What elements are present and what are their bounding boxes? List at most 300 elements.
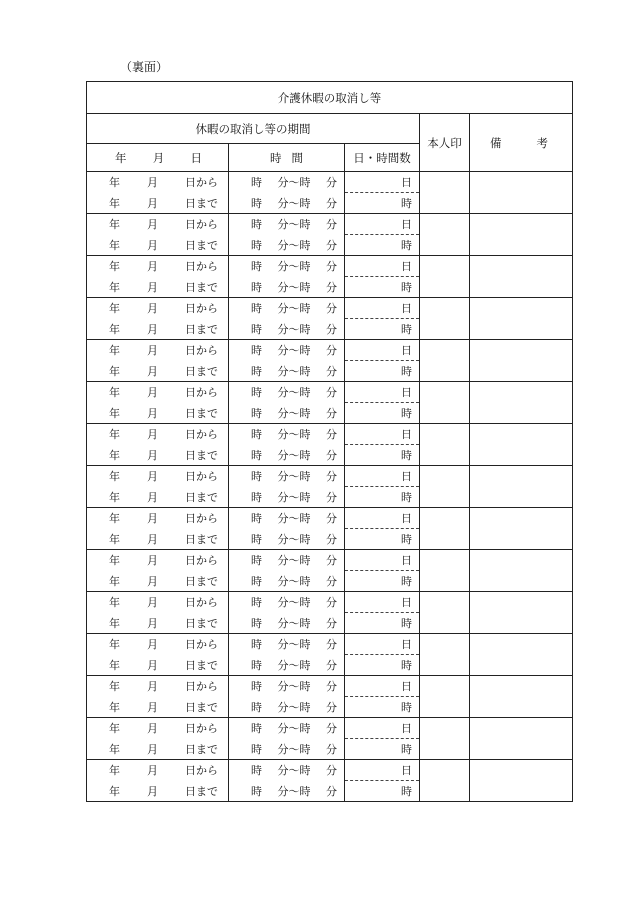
day-from-unit: 日から [185,596,218,610]
remarks-cell[interactable] [470,298,573,340]
period-row-from [87,508,573,529]
minute-to-hour-unit: 分〜時 [277,680,311,694]
year-unit: 年 [109,302,120,316]
from-date-field[interactable] [87,214,229,235]
period-row-from [87,718,573,739]
from-time-field[interactable] [229,340,345,361]
day-count-unit: 日 [401,680,412,693]
period-row-from [87,760,573,781]
minute-unit: 分 [326,574,337,588]
month-unit: 月 [147,344,158,358]
hour-unit: 時 [251,680,262,694]
day-count-unit: 日 [401,722,412,735]
hour-unit: 時 [251,448,262,462]
hour-unit: 時 [251,470,262,484]
to-date-field[interactable] [87,571,229,592]
from-time-field[interactable] [229,172,345,193]
month-unit: 月 [147,490,158,504]
minute-to-hour-unit: 分〜時 [277,344,311,358]
minute-unit: 分 [326,490,337,504]
minute-unit: 分 [326,700,337,714]
month-unit: 月 [147,638,158,652]
month-unit: 月 [147,700,158,714]
hour-count-unit: 時 [401,491,412,504]
minute-unit: 分 [326,218,337,232]
year-unit: 年 [109,490,120,504]
minute-unit: 分 [326,406,337,420]
remarks-cell[interactable] [470,340,573,382]
hour-unit: 時 [251,428,262,442]
minute-unit: 分 [326,512,337,526]
day-from-unit: 日から [185,680,218,694]
minute-unit: 分 [326,344,337,358]
day-to-unit: 日まで [185,322,218,336]
hour-count-unit: 時 [401,281,412,294]
remarks-cell[interactable] [470,424,573,466]
month-unit: 月 [147,364,158,378]
day-to-unit: 日まで [185,784,218,798]
from-date-field[interactable] [87,634,229,655]
seal-cell[interactable] [420,340,470,382]
period-row-from [87,592,573,613]
hour-count-unit: 時 [401,533,412,546]
hour-count-unit: 時 [401,659,412,672]
from-time-field[interactable] [229,676,345,697]
seal-cell[interactable] [420,424,470,466]
minute-to-hour-unit: 分〜時 [277,218,311,232]
from-date-field[interactable] [87,424,229,445]
minute-to-hour-unit: 分〜時 [277,742,311,756]
remarks-cell[interactable] [470,214,573,256]
hour-unit: 時 [251,344,262,358]
days-count-field[interactable] [345,718,420,739]
seal-cell[interactable] [420,760,470,802]
minute-to-hour-unit: 分〜時 [277,280,311,294]
to-date-field[interactable] [87,613,229,634]
month-unit: 月 [147,512,158,526]
hours-count-field[interactable] [345,571,420,592]
minute-unit: 分 [326,260,337,274]
year-unit: 年 [109,596,120,610]
from-time-field[interactable] [229,256,345,277]
to-date-field[interactable] [87,781,229,802]
year-unit: 年 [109,512,120,526]
day-to-unit: 日まで [185,364,218,378]
from-time-field[interactable] [229,298,345,319]
to-date-field[interactable] [87,235,229,256]
minute-to-hour-unit: 分〜時 [277,386,311,400]
days-count-field[interactable] [345,340,420,361]
minute-unit: 分 [326,448,337,462]
minute-unit: 分 [326,764,337,778]
to-time-field[interactable] [229,319,345,340]
minute-unit: 分 [326,722,337,736]
day-from-unit: 日から [185,470,218,484]
minute-to-hour-unit: 分〜時 [277,638,311,652]
to-date-field[interactable] [87,403,229,424]
remarks-cell[interactable] [470,172,573,214]
month-unit: 月 [147,196,158,210]
minute-to-hour-unit: 分〜時 [277,574,311,588]
month-unit: 月 [147,574,158,588]
month-unit: 月 [147,302,158,316]
minute-unit: 分 [326,364,337,378]
to-time-field[interactable] [229,571,345,592]
hour-unit: 時 [251,700,262,714]
period-row-from [87,550,573,571]
minute-unit: 分 [326,658,337,672]
month-unit: 月 [147,470,158,484]
period-row-from [87,256,573,277]
year-unit: 年 [109,700,120,714]
hour-count-unit: 時 [401,407,412,420]
minute-unit: 分 [326,638,337,652]
day-to-unit: 日まで [185,280,218,294]
month-unit: 月 [147,722,158,736]
days-count-field[interactable] [345,298,420,319]
day-to-unit: 日まで [185,742,218,756]
to-time-field[interactable] [229,277,345,298]
minute-unit: 分 [326,176,337,190]
to-date-field[interactable] [87,193,229,214]
minute-unit: 分 [326,280,337,294]
year-unit: 年 [109,176,120,190]
year-unit: 年 [109,764,120,778]
days-count-field[interactable] [345,676,420,697]
year-unit: 年 [109,784,120,798]
to-date-field[interactable] [87,655,229,676]
from-time-field[interactable] [229,466,345,487]
year-unit: 年 [109,280,120,294]
day-count-unit: 日 [401,596,412,609]
days-count-field[interactable] [345,424,420,445]
remarks-cell[interactable] [470,718,573,760]
month-header: 月 [152,150,165,165]
hour-unit: 時 [251,490,262,504]
from-time-field[interactable] [229,214,345,235]
hours-count-field[interactable] [345,361,420,382]
day-from-unit: 日から [185,218,218,232]
to-time-field[interactable] [229,361,345,382]
period-row-from [87,424,573,445]
minute-to-hour-unit: 分〜時 [277,764,311,778]
remarks-cell[interactable] [470,382,573,424]
from-time-field[interactable] [229,760,345,781]
days-count-field[interactable] [345,214,420,235]
year-unit: 年 [109,680,120,694]
days-count-field[interactable] [345,634,420,655]
hour-unit: 時 [251,386,262,400]
day-to-unit: 日まで [185,616,218,630]
hour-unit: 時 [251,722,262,736]
hours-count-field[interactable] [345,613,420,634]
hours-count-field[interactable] [345,277,420,298]
day-count-unit: 日 [401,428,412,441]
minute-to-hour-unit: 分〜時 [277,260,311,274]
month-unit: 月 [147,554,158,568]
days-count-field[interactable] [345,172,420,193]
minute-unit: 分 [326,784,337,798]
from-date-field[interactable] [87,256,229,277]
hour-count-unit: 時 [401,701,412,714]
hour-unit: 時 [251,784,262,798]
hour-unit: 時 [251,238,262,252]
month-unit: 月 [147,784,158,798]
remarks-cell[interactable] [470,634,573,676]
to-date-field[interactable] [87,697,229,718]
days-count-field[interactable] [345,508,420,529]
hours-count-field[interactable] [345,445,420,466]
period-row-from [87,634,573,655]
to-date-field[interactable] [87,445,229,466]
to-date-field[interactable] [87,529,229,550]
minute-to-hour-unit: 分〜時 [277,490,311,504]
year-unit: 年 [109,386,120,400]
year-unit: 年 [109,406,120,420]
to-time-field[interactable] [229,235,345,256]
seal-cell[interactable] [420,214,470,256]
minute-to-hour-unit: 分〜時 [277,554,311,568]
month-unit: 月 [147,616,158,630]
from-date-field[interactable] [87,592,229,613]
time-header-char-2: 間 [291,150,303,165]
from-date-field[interactable] [87,298,229,319]
day-count-unit: 日 [401,218,412,231]
day-to-unit: 日まで [185,700,218,714]
seal-cell[interactable] [420,550,470,592]
from-date-field[interactable] [87,760,229,781]
from-date-field[interactable] [87,550,229,571]
remarks-cell[interactable] [470,508,573,550]
minute-to-hour-unit: 分〜時 [277,302,311,316]
hours-count-field[interactable] [345,487,420,508]
seal-cell[interactable] [420,466,470,508]
seal-cell[interactable] [420,298,470,340]
to-date-field[interactable] [87,487,229,508]
remarks-char-1: 備 [490,135,502,150]
to-time-field[interactable] [229,781,345,802]
year-unit: 年 [109,574,120,588]
hours-count-field[interactable] [345,739,420,760]
minute-to-hour-unit: 分〜時 [277,470,311,484]
minute-unit: 分 [326,742,337,756]
year-unit: 年 [109,196,120,210]
from-time-field[interactable] [229,718,345,739]
month-unit: 月 [147,658,158,672]
date-column-header [87,144,229,172]
hour-count-unit: 時 [401,323,412,336]
year-unit: 年 [109,344,120,358]
minute-to-hour-unit: 分〜時 [277,176,311,190]
hours-count-field[interactable] [345,319,420,340]
hour-unit: 時 [251,596,262,610]
minute-unit: 分 [326,386,337,400]
day-to-unit: 日まで [185,532,218,546]
month-unit: 月 [147,280,158,294]
days-count-field[interactable] [345,256,420,277]
hour-count-unit: 時 [401,617,412,630]
to-time-field[interactable] [229,739,345,760]
seal-cell[interactable] [420,718,470,760]
minute-unit: 分 [326,532,337,546]
days-count-field[interactable] [345,550,420,571]
month-unit: 月 [147,742,158,756]
days-count-field[interactable] [345,382,420,403]
from-date-field[interactable] [87,340,229,361]
day-count-unit: 日 [401,554,412,567]
day-to-unit: 日まで [185,406,218,420]
period-row-from [87,466,573,487]
day-header: 日 [190,150,202,165]
remarks-cell[interactable] [470,256,573,298]
from-date-field[interactable] [87,508,229,529]
year-unit: 年 [109,470,120,484]
day-from-unit: 日から [185,554,218,568]
remarks-header [470,114,573,172]
from-time-field[interactable] [229,550,345,571]
to-date-field[interactable] [87,361,229,382]
from-date-field[interactable] [87,382,229,403]
month-unit: 月 [147,238,158,252]
from-date-field[interactable] [87,676,229,697]
from-date-field[interactable] [87,718,229,739]
hours-count-field[interactable] [345,697,420,718]
to-time-field[interactable] [229,529,345,550]
day-from-unit: 日から [185,512,218,526]
hour-unit: 時 [251,196,262,210]
month-unit: 月 [147,406,158,420]
minute-to-hour-unit: 分〜時 [277,428,311,442]
hours-count-field[interactable] [345,235,420,256]
year-unit: 年 [109,616,120,630]
hours-count-field[interactable] [345,193,420,214]
day-from-unit: 日から [185,386,218,400]
day-from-unit: 日から [185,344,218,358]
minute-to-hour-unit: 分〜時 [277,238,311,252]
remarks-cell[interactable] [470,676,573,718]
day-from-unit: 日から [185,638,218,652]
seal-cell[interactable] [420,592,470,634]
day-from-unit: 日から [185,722,218,736]
hour-count-unit: 時 [401,785,412,798]
period-row-from [87,298,573,319]
year-unit: 年 [109,260,120,274]
remarks-cell[interactable] [470,592,573,634]
seal-cell[interactable] [420,634,470,676]
hour-unit: 時 [251,638,262,652]
remarks-cell[interactable] [470,550,573,592]
to-time-field[interactable] [229,445,345,466]
to-time-field[interactable] [229,403,345,424]
to-date-field[interactable] [87,277,229,298]
month-unit: 月 [147,596,158,610]
minute-unit: 分 [326,554,337,568]
days-count-field[interactable] [345,466,420,487]
to-time-field[interactable] [229,487,345,508]
hours-count-field[interactable] [345,529,420,550]
from-time-field[interactable] [229,634,345,655]
hour-unit: 時 [251,574,262,588]
seal-cell[interactable] [420,382,470,424]
hour-count-unit: 時 [401,575,412,588]
hour-unit: 時 [251,742,262,756]
to-time-field[interactable] [229,697,345,718]
hours-count-field[interactable] [345,403,420,424]
to-time-field[interactable] [229,613,345,634]
from-time-field[interactable] [229,382,345,403]
day-count-unit: 日 [401,302,412,315]
from-date-field[interactable] [87,466,229,487]
seal-cell[interactable] [420,676,470,718]
day-count-unit: 日 [401,512,412,525]
days-count-field[interactable] [345,760,420,781]
month-unit: 月 [147,764,158,778]
minute-unit: 分 [326,680,337,694]
back-side-label: （裏面） [120,60,169,74]
to-time-field[interactable] [229,193,345,214]
hour-unit: 時 [251,532,262,546]
remarks-char-2: 考 [536,135,549,150]
hours-count-field[interactable] [345,655,420,676]
hour-unit: 時 [251,512,262,526]
to-date-field[interactable] [87,319,229,340]
day-to-unit: 日まで [185,196,218,210]
month-unit: 月 [147,176,158,190]
to-date-field[interactable] [87,739,229,760]
period-row-from [87,340,573,361]
seal-cell[interactable] [420,508,470,550]
day-to-unit: 日まで [185,490,218,504]
month-unit: 月 [147,218,158,232]
hour-unit: 時 [251,260,262,274]
day-to-unit: 日まで [185,238,218,252]
hour-unit: 時 [251,176,262,190]
hour-unit: 時 [251,302,262,316]
day-count-unit: 日 [401,764,412,777]
minute-to-hour-unit: 分〜時 [277,532,311,546]
year-unit: 年 [109,722,120,736]
period-row-from [87,382,573,403]
day-from-unit: 日から [185,428,218,442]
from-time-field[interactable] [229,508,345,529]
day-to-unit: 日まで [185,448,218,462]
hour-unit: 時 [251,322,262,336]
month-unit: 月 [147,322,158,336]
minute-to-hour-unit: 分〜時 [277,722,311,736]
year-unit: 年 [109,638,120,652]
remarks-cell[interactable] [470,466,573,508]
from-time-field[interactable] [229,592,345,613]
seal-cell[interactable] [420,172,470,214]
minute-to-hour-unit: 分〜時 [277,784,311,798]
day-count-unit: 日 [401,260,412,273]
seal-cell[interactable] [420,256,470,298]
days-count-field[interactable] [345,592,420,613]
from-date-field[interactable] [87,172,229,193]
month-unit: 月 [147,680,158,694]
minute-unit: 分 [326,470,337,484]
hours-count-field[interactable] [345,781,420,802]
count-column-header: 日・時間数 [345,144,420,172]
minute-unit: 分 [326,322,337,336]
month-unit: 月 [147,260,158,274]
to-time-field[interactable] [229,655,345,676]
remarks-cell[interactable] [470,760,573,802]
from-time-field[interactable] [229,424,345,445]
leave-cancellation-table [86,81,573,802]
year-unit: 年 [109,428,120,442]
year-unit: 年 [109,658,120,672]
